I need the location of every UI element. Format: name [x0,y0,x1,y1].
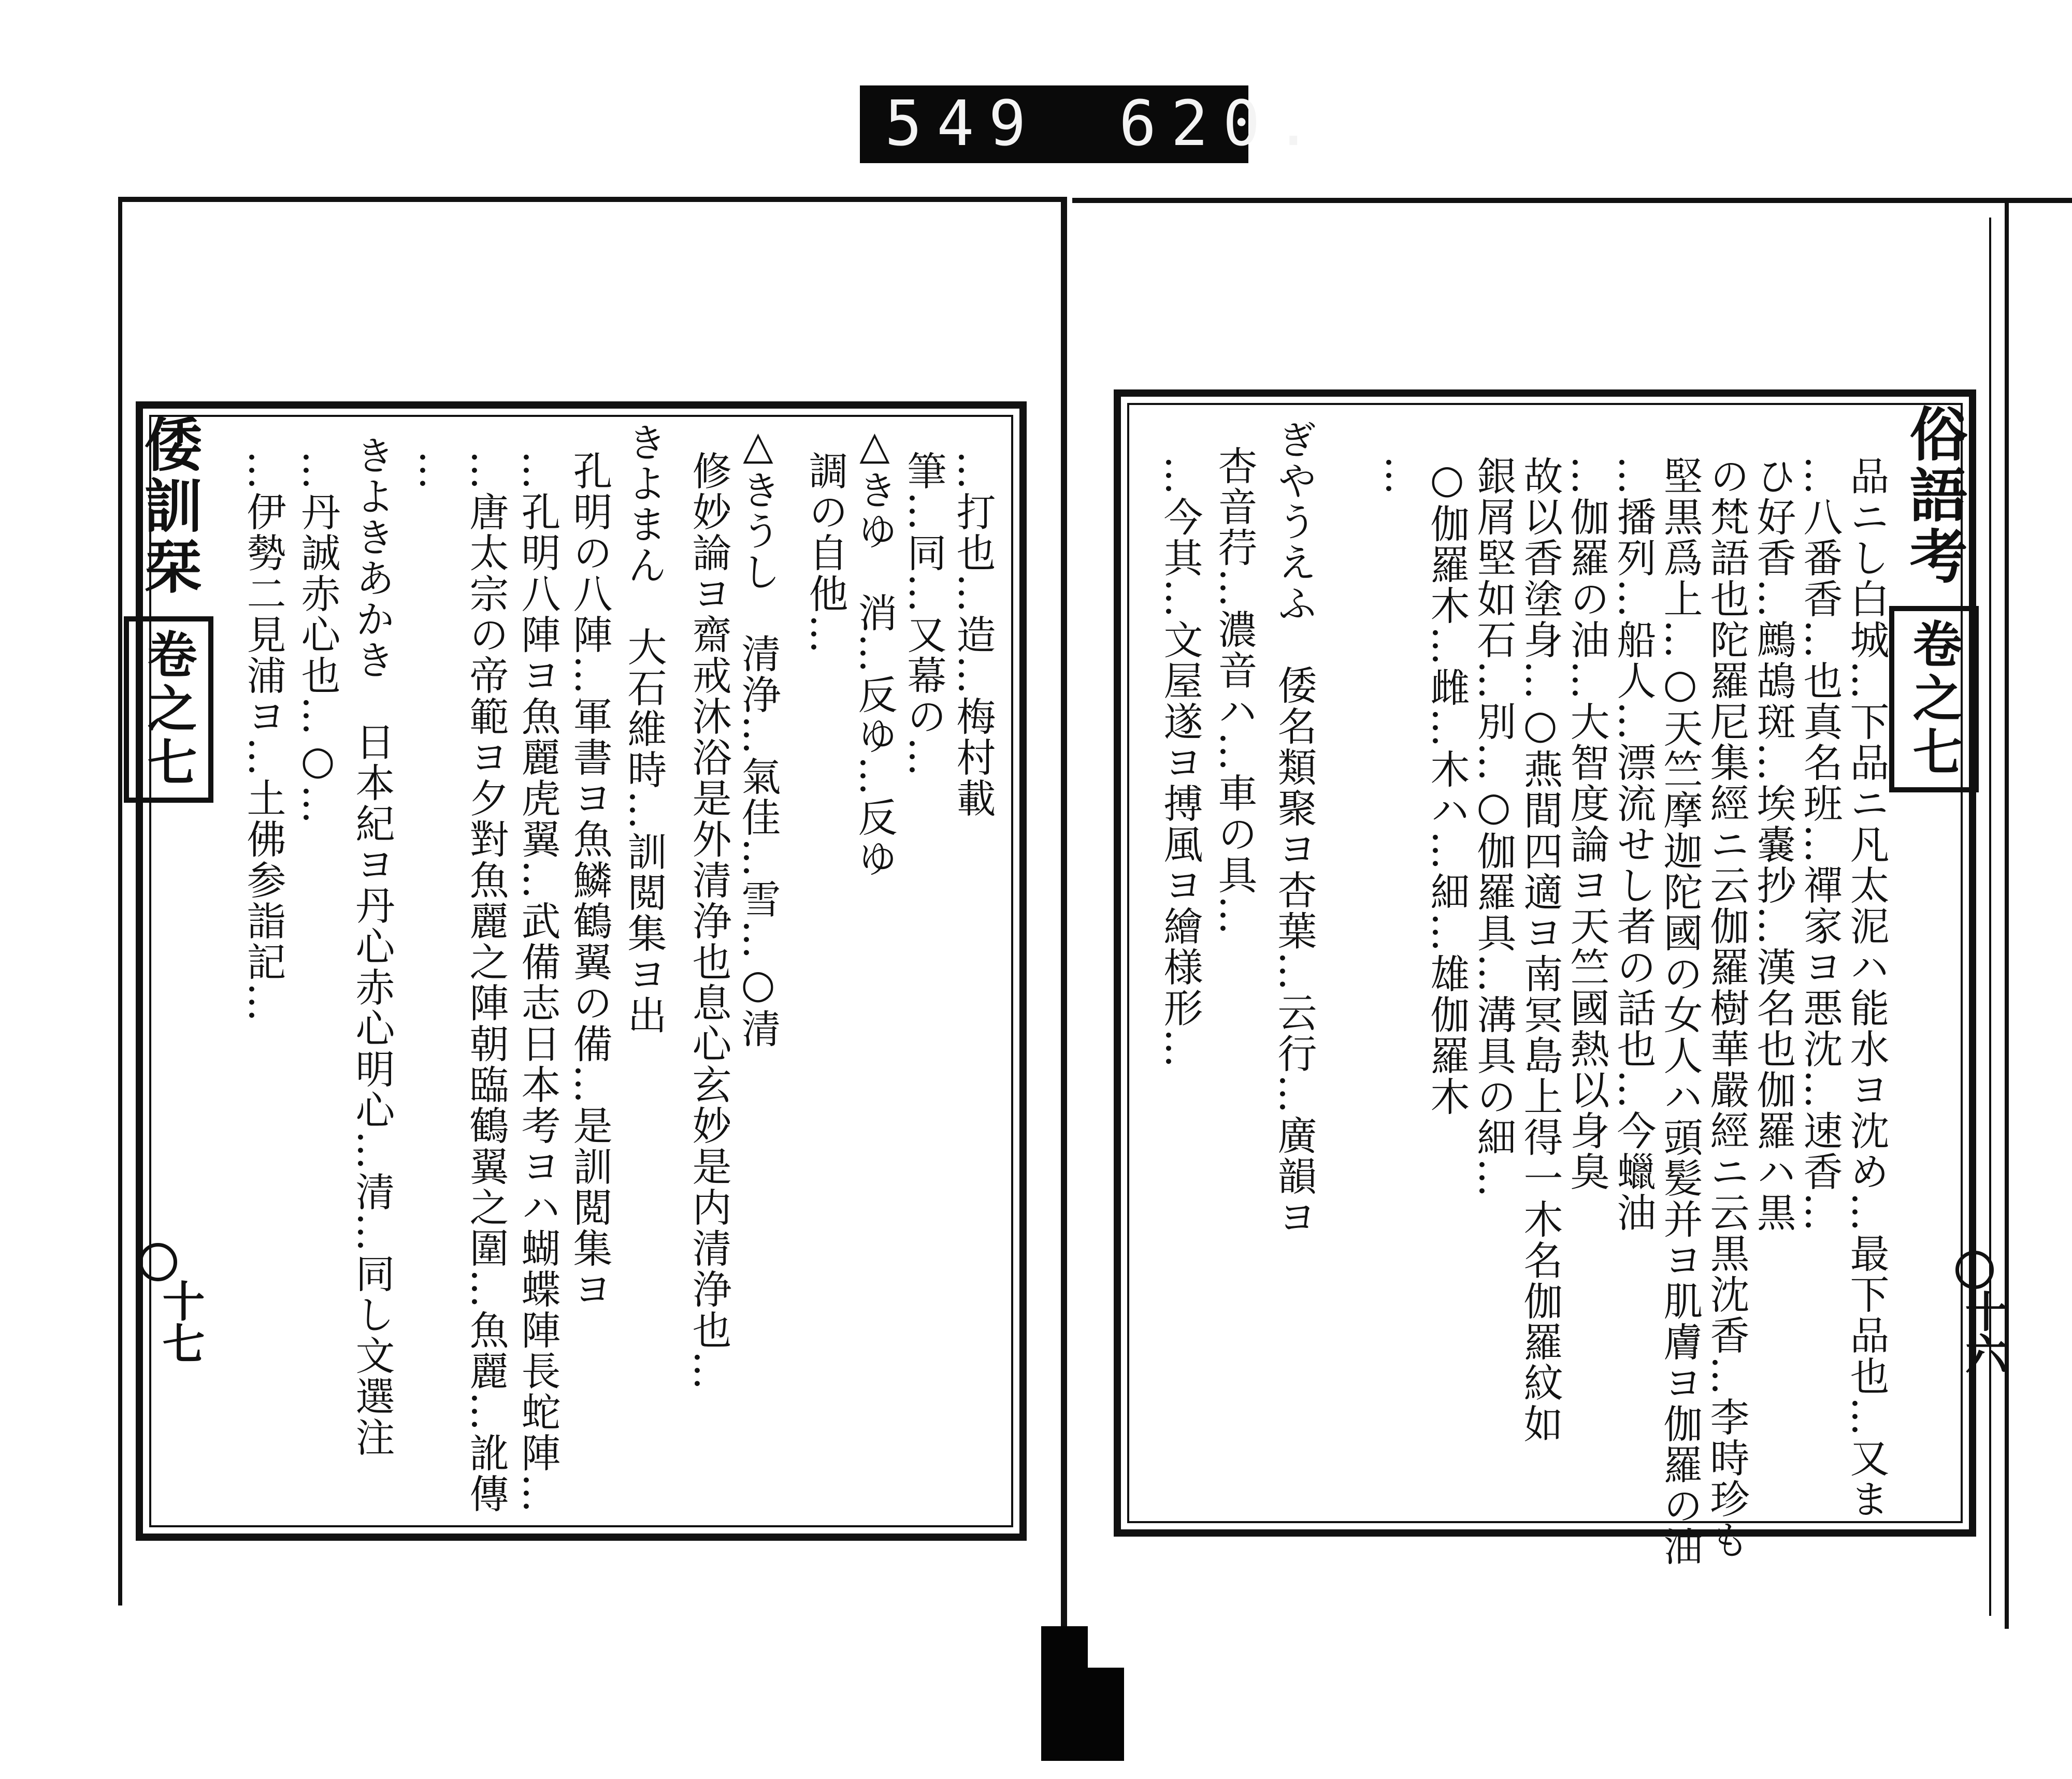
right-line-5: 堅黒爲上…○天竺摩迦陀國の女人ハ頭髪并ヨ肌膚ヨ伽羅の油 [1657,456,1703,1567]
right-folio-circle [1955,1251,1994,1289]
left-line-10: …唐太宗の帝範ヨ夕對魚麗之陣朝臨鶴翼之圍…魚麗…訛傳 [463,451,509,1514]
left-line-1: …打也…造…梅村載 [950,451,996,819]
right-line-3: ひ好香…鷓鴣斑…埃嚢抄…漢名也伽羅ハ黒 [1750,456,1796,1233]
left-line-12: きよきあかき 日本紀ヨ丹心赤心明心…清…同し文選注 [349,435,395,1458]
right-line-4: の梵語也陀羅尼集經ニ云伽羅樹華嚴經ニ云黒沈香…李時珍も [1704,456,1750,1560]
right-line-13: 杏音荇…濃音ハ…車の具… [1212,445,1258,936]
left-line-4: 調の自他… [802,451,848,655]
book-left-edge [118,197,122,1606]
right-line-2: …八番香…也真名班…禪家ヨ悪沈…速香… [1797,456,1843,1233]
left-line-2: 筆…同…又幕の… [901,451,947,778]
left-line-11: … [411,451,457,491]
left-line-14: …伊勢二見浦ヨ…土佛参詣記… [240,451,286,1023]
right-line-1: 品ニし白城…下品ニ凡太泥ハ能水ヨ沈め…最下品也…又ま [1844,456,1890,1520]
left-page-title: 倭訓栞 [135,414,203,598]
right-line-12: ぎやうえふ 倭名類聚ヨ杏葉…云行…廣韻ヨ [1271,420,1317,1238]
spine-shadow [1041,1626,1088,1761]
right-line-8: 故以香塗身…○燕間四適ヨ南冥島上得一木名伽羅紋如 [1517,456,1563,1444]
left-page-header [135,414,213,808]
left-line-5: △きうし 清浄…氣佳…雪…○清 [735,422,781,1049]
right-line-6: …播列…船人…漂流せし者の話也…今蠟油 [1610,456,1657,1233]
left-line-9: …孔明八陣ヨ魚麗虎翼…武備志日本考ヨハ蝴蝶陣長蛇陣… [515,451,561,1514]
right-page-volume: 卷之七 [1889,606,1979,792]
book-right-edge-inner [1989,218,1991,1616]
left-line-13: …丹誠赤心也…○… [295,451,341,826]
right-line-7: …伽羅の油…大智度論ヨ天竺國熱以身臭 [1564,456,1610,1192]
frame-number-label [860,85,1327,163]
left-page-volume: 卷之七 [124,616,213,803]
book-spine-line [1061,197,1067,1626]
right-page-title: 俗語考 [1900,404,1968,587]
left-line-6: 修妙論ヨ齋戒沐浴是外清浄也息心玄妙是内清浄也… [686,451,732,1392]
left-line-8: 孔明の八陣…軍書ヨ魚鱗鶴翼の備…是訓閲集ヨ [567,451,613,1310]
right-line-10: ○伽羅木…雌…木ハ…細…雄伽羅木 [1424,456,1470,1117]
right-line-9: 銀屑堅如石…別…○伽羅具…溝具の細… [1471,456,1517,1199]
left-folio-circle [139,1243,177,1281]
right-page-folio: 十六 [1958,1290,2008,1375]
left-page-folio: 十七 [155,1279,205,1364]
book-right-edge [2005,199,2009,1629]
book-top-edge-right [1072,198,2072,203]
right-page-header [1900,404,1979,798]
frame-number-right: 620. [1119,88,1327,160]
frame-number-left: 549 [885,88,1041,160]
left-line-3: △きゆ 消…反ゆ…反ゆ [852,422,898,879]
right-line-14: …今其…文屋遂ヨ搏風ヨ繪様形… [1157,456,1203,1069]
right-line-11: … [1377,456,1423,497]
left-line-7: きよまん 大石維時…訓閲集ヨ出 [621,422,667,1036]
spine-shadow-step [1088,1668,1124,1761]
book-top-edge-left [119,197,1067,202]
